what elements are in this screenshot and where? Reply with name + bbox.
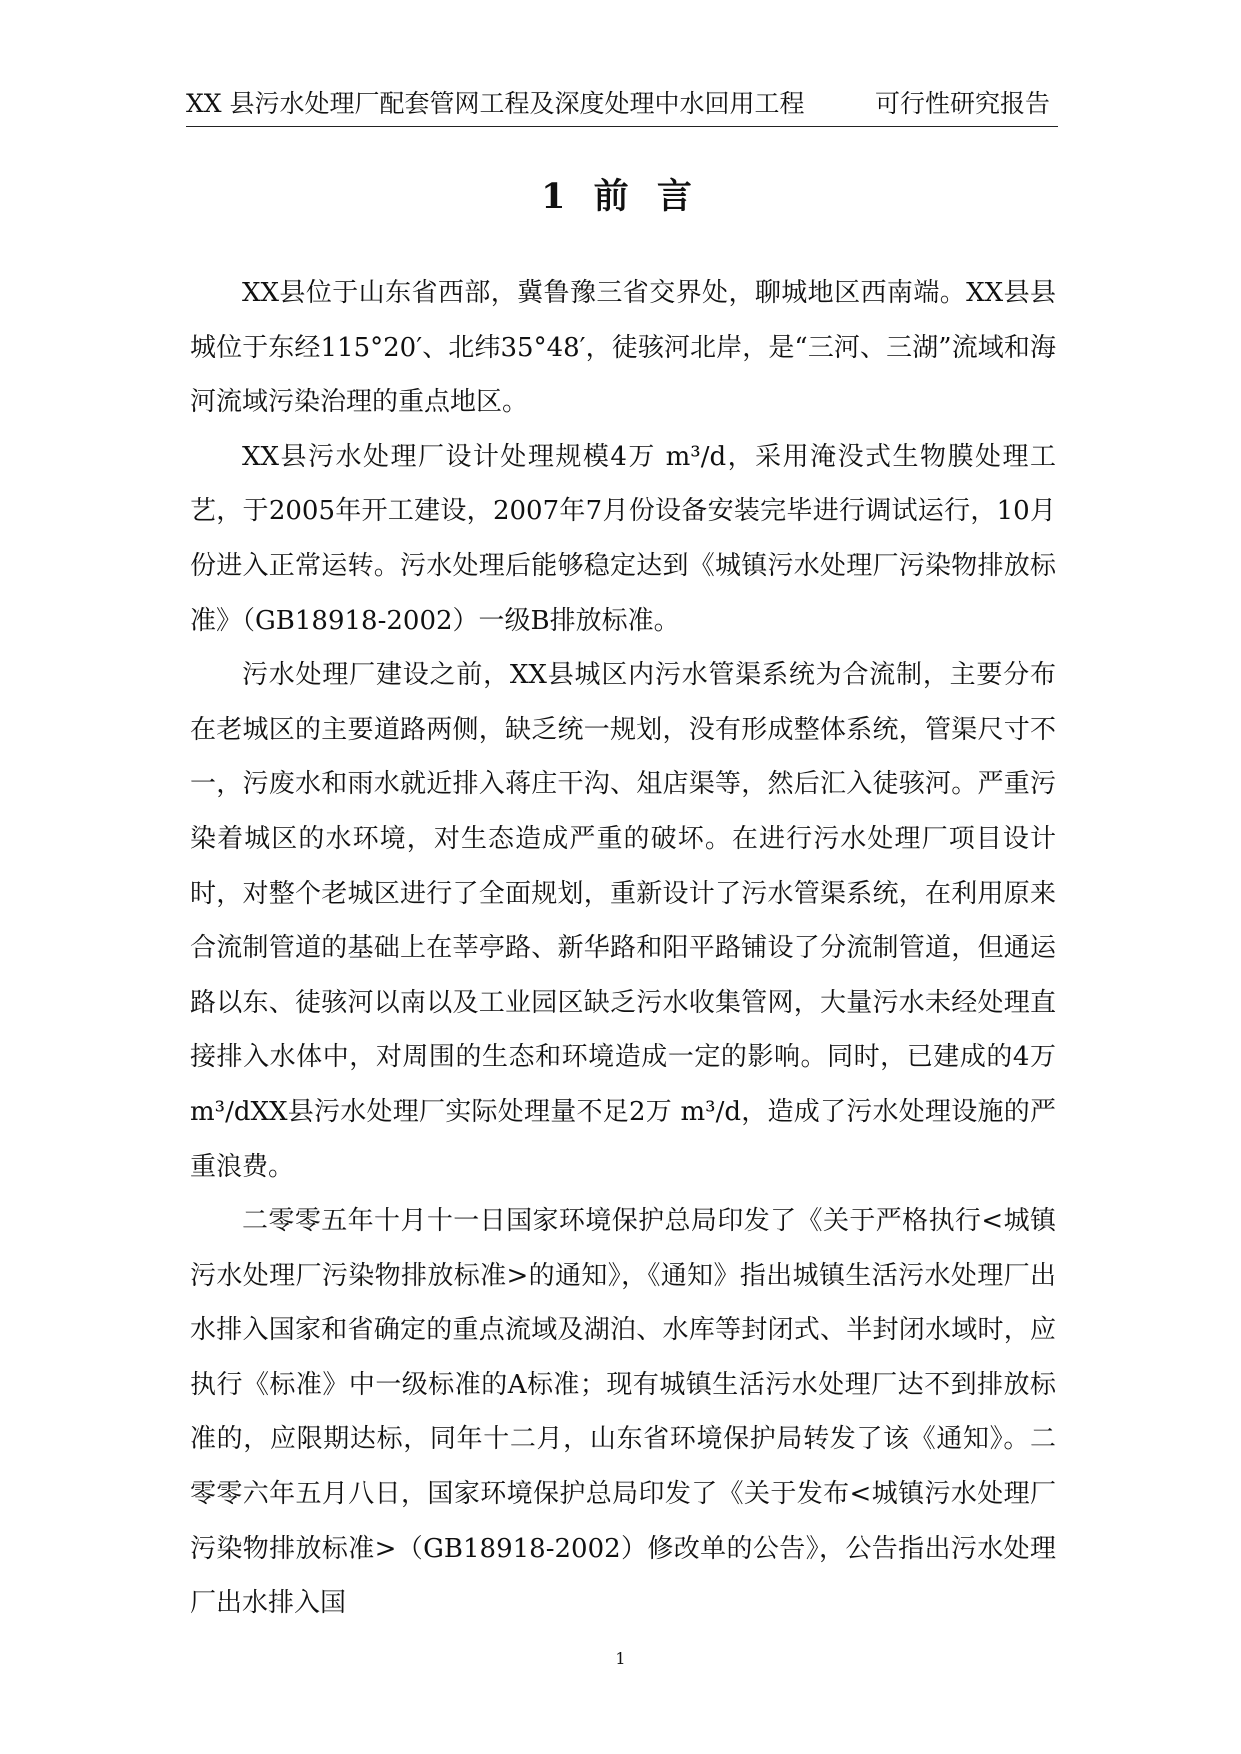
body-text <box>190 266 1056 1631</box>
paragraph-4: 二零零五年十月十一日国家环境保护总局印发了《关于严格执行<城镇污水处理厂污染物排放标准>的通知》，《通知》指出城镇生活污水处理厂出水排入国家和省确定的重点流域及湖泊、水库等封闭式、半封闭水域时，应执行《标准》中一级标准的A标准；现有城镇生活污水处理厂达不到排放标准的，应限期达标，同年十二月，山东省环境保护局转发了该《通知》。二零零六年五月八日，国家环境保护总局印发了《关于发布<城镇污水处理厂污染物排放标准>（GB18918-2002）修改单的公告》，公告指出污水处理厂出水排入国 <box>190 1206 1056 1619</box>
paragraph-1: XX县位于山东省西部，冀鲁豫三省交界处，聊城地区西南端。XX县县城位于东经115°20′、北纬35°48′，徒骇河北岸，是“三河、三湖”流域和海河流域污染治理的重点地区。 <box>190 278 1056 418</box>
chapter-title: 1 前 言 <box>541 176 700 217</box>
header-doc-type: 可行性研究报告 <box>874 89 1050 118</box>
paragraph-2: XX县污水处理厂设计处理规模4万 m³/d，采用淹没式生物膜处理工艺，于2005年开工建设，2007年7月份设备安装完毕进行调试运行，10月份进入正常运转。污水处理后能够稳定达到《城镇污水处理厂污染物排放标准》（GB18918-2002）一级B排放标准。 <box>190 441 1056 636</box>
paragraph-3: 污水处理厂建设之前，XX县城区内污水管渠系统为合流制，主要分布在老城区的主要道路两侧，缺乏统一规划，没有形成整体系统，管渠尺寸不一，污废水和雨水就近排入蒋庄干沟、俎店渠等，然后汇入徒骇河。严重污染着城区的水环境，对生态造成严重的破坏。在进行污水处理厂项目设计时，对整个老城区进行了全面规划，重新设计了污水管渠系统，在利用原来合流制管道的基础上在莘亭路、新华路和阳平路铺设了分流制管道，但通运路以东、徒骇河以南以及工业园区缺乏污水收集管网，大量污水未经处理直接排入水体中，对周围的生态和环境造成一定的影响。同时，已建成的4万 m³/dXX县污水处理厂实际处理量不足2万 m³/d，造成了污水处理设施的严重浪费。 <box>190 660 1056 1182</box>
header-title: XX 县污水处理厂配套管网工程及深度处理中水回用工程 <box>186 89 805 118</box>
page-header <box>186 82 1058 127</box>
page-number: 1 <box>615 1649 626 1668</box>
